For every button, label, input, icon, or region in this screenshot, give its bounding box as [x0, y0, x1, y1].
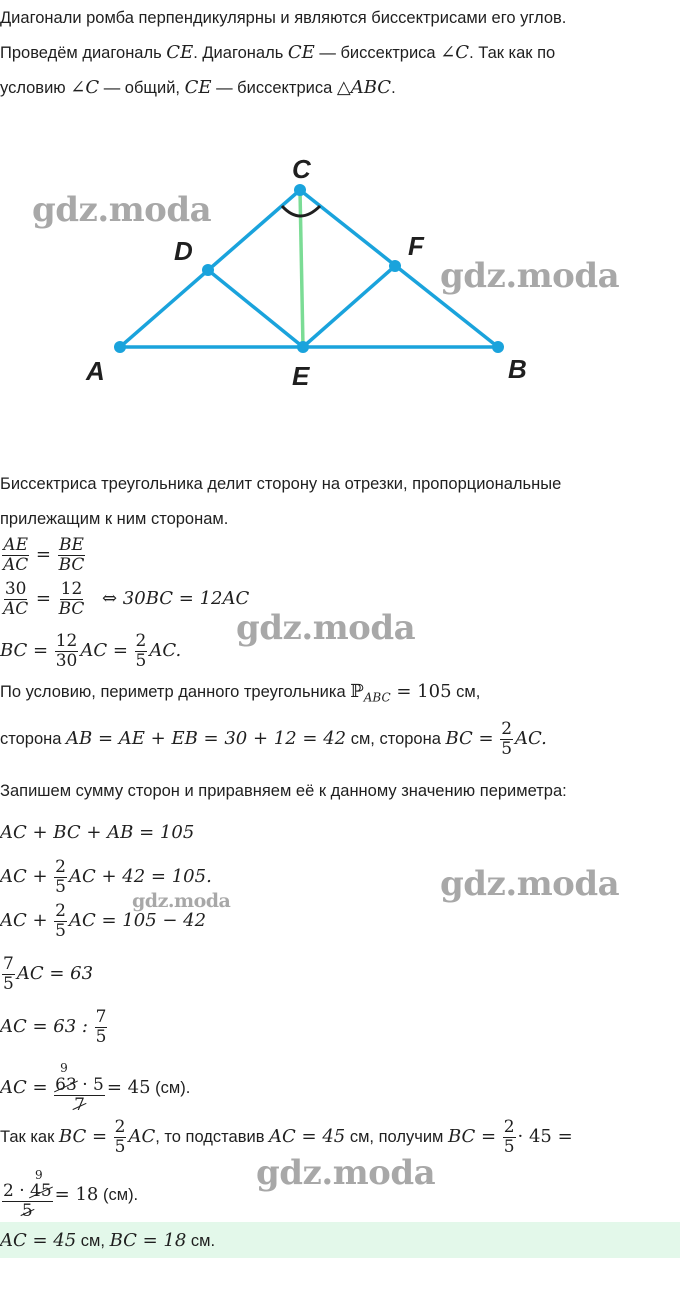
point-f [389, 260, 401, 272]
watermark: gdz.moda [132, 890, 231, 912]
equation-1 [0, 536, 87, 575]
equals-sign: = [35, 587, 51, 609]
text-line [0, 474, 561, 494]
denominator: 5 [3, 974, 14, 994]
text-span: см, [451, 683, 481, 701]
math-expression: AC + [0, 909, 48, 931]
math-ce: CE [287, 42, 315, 63]
numerator: 2 [503, 1117, 515, 1137]
text-span: . Так как по [469, 44, 556, 62]
math-perimeter-symbol: ℙ [350, 681, 364, 702]
text-span: см, получим [345, 1127, 448, 1146]
label-f: F [408, 231, 424, 261]
label-e: E [292, 361, 310, 391]
text-line [0, 1118, 573, 1157]
equation-3 [0, 632, 181, 671]
answer-line [0, 1231, 215, 1251]
intro-line-3 [0, 78, 396, 98]
text-span: — общий, [99, 79, 185, 97]
denominator: 5 [114, 1137, 126, 1157]
watermark: gdz.moda [256, 1153, 436, 1193]
math-expression: = 105 [390, 681, 452, 702]
point-c [294, 184, 306, 196]
math-expression: BC = [58, 1125, 108, 1147]
math-angle-c: ∠C [70, 77, 100, 98]
text-span: см, [76, 1232, 110, 1250]
label-c: C [292, 154, 311, 184]
equation-sum [0, 823, 194, 843]
fraction [2, 536, 29, 575]
unit-text: (см). [150, 1078, 191, 1097]
math-triangle-abc: △ABC [336, 77, 392, 98]
math-expression: AC = 105 − 42 [69, 909, 207, 931]
numerator: 2 [135, 631, 147, 651]
math-subscript: ABC [363, 690, 391, 705]
watermark: gdz.moda [440, 864, 620, 904]
numerator: 2 [114, 1117, 126, 1137]
denominator: 5 [135, 651, 147, 671]
text-span: — биссектриса [211, 79, 337, 97]
fraction [2, 955, 15, 994]
math-expression: ⇔ 30BC = 12AC [102, 587, 250, 609]
text-line [0, 781, 567, 801]
watermark: gdz.moda [236, 608, 416, 648]
reduced-value: 9 [60, 1061, 68, 1075]
denominator: BC [58, 599, 85, 619]
fraction [2, 580, 29, 619]
fraction [54, 1061, 105, 1115]
denominator [21, 1202, 34, 1221]
fraction [135, 632, 148, 671]
denominator: 5 [503, 1137, 515, 1157]
math-expression: AC + [0, 865, 48, 887]
numerator: 7 [95, 1007, 107, 1027]
numerator: AE [3, 535, 28, 555]
fraction [95, 1008, 108, 1047]
text-line [0, 720, 547, 759]
point-e [297, 341, 309, 353]
denominator: 30 [55, 651, 78, 671]
fraction [500, 720, 513, 759]
math-ce: CE [184, 77, 212, 98]
equation-step [0, 955, 93, 994]
equation-step [0, 902, 206, 941]
fraction [55, 632, 79, 671]
numerator [54, 1076, 105, 1096]
text-span: прилежащим к ним сторонам. [0, 510, 229, 528]
math-expression: BC = [445, 727, 494, 749]
fraction [54, 858, 67, 897]
label-b: B [508, 354, 527, 384]
denominator: AC [3, 599, 29, 619]
denominator [73, 1096, 86, 1115]
math-expression: AC = [0, 1076, 48, 1098]
cancelled-number: 5 [21, 1201, 33, 1221]
denominator: 5 [95, 1027, 107, 1047]
math-expression: AC = 63 : [0, 1015, 88, 1037]
math-expression: AC = 45 [269, 1125, 346, 1147]
numerator: 2 [55, 857, 66, 877]
fraction [114, 1118, 127, 1157]
math-expression: = 18 [54, 1183, 99, 1205]
text-span: , то подставив [155, 1127, 270, 1146]
bisector-ce [300, 190, 303, 347]
math-expression: BC = [0, 639, 49, 661]
denominator: 5 [55, 877, 66, 897]
math-expression: BC = 18 [109, 1230, 187, 1251]
text-span: Запишем сумму сторон и приравняем её к данному значению периметра: [0, 782, 567, 800]
math-expression: AB = AE + EB = 30 + 12 = 42 [66, 727, 347, 749]
text-span: условию [0, 79, 71, 97]
numerator [2, 1182, 53, 1202]
watermark: gdz.moda [32, 190, 212, 230]
text-span: см. [186, 1232, 216, 1250]
label-d: D [174, 236, 193, 266]
text-span: сторона [0, 729, 67, 748]
number: · 5 [82, 1075, 104, 1095]
text-span: — биссектриса [314, 44, 441, 62]
denominator: BC [58, 555, 85, 575]
math-expression: AC = 63 [16, 962, 94, 984]
cancelled-number: 63 [55, 1075, 77, 1095]
numerator: BE [59, 535, 84, 555]
numerator: 2 [55, 901, 66, 921]
unit-text: (см). [98, 1185, 139, 1204]
equation-step [0, 1062, 190, 1115]
math-expression: AC + 42 = 105. [69, 865, 212, 887]
equation-step [0, 1008, 109, 1047]
math-expression: AC = 45 [0, 1230, 77, 1251]
text-line [0, 682, 480, 707]
numerator: 12 [60, 579, 83, 599]
math-angle-c: ∠C [440, 42, 470, 63]
math-expression: · 45 = [517, 1125, 573, 1147]
denominator: AC [3, 555, 29, 575]
math-ce: CE [166, 42, 194, 63]
math-expression: AC [128, 1125, 156, 1147]
text-span: . [391, 79, 396, 97]
text-span: см, сторона [346, 729, 446, 748]
text-span: Биссектриса треугольника делит сторону на отрезки, пропорциональные [0, 475, 562, 493]
point-a [114, 341, 126, 353]
intro-line-2 [0, 43, 555, 63]
fraction [54, 902, 67, 941]
number: 2 · [3, 1181, 25, 1201]
math-expression: AC. [515, 727, 547, 749]
math-expression: AC. [149, 639, 182, 661]
equation-step [0, 858, 212, 897]
segment-ef [303, 266, 395, 347]
cancelled-number: 45 [30, 1181, 52, 1201]
equals-sign: = [35, 543, 51, 565]
denominator: 5 [501, 739, 513, 759]
fraction [58, 580, 86, 619]
intro-text: Диагонали ромба перпендикулярны и являются биссектрисами его углов. [0, 9, 567, 27]
math-expression: BC = [447, 1125, 497, 1147]
equation-step [0, 1170, 138, 1221]
numerator: 7 [3, 954, 14, 974]
fraction [503, 1118, 516, 1157]
math-expression: = 45 [106, 1076, 151, 1098]
text-span: По условию, периметр данного треугольника [0, 683, 351, 701]
intro-line-1 [0, 8, 566, 28]
equation-2 [0, 580, 249, 619]
fraction [58, 536, 86, 575]
denominator: 5 [55, 921, 66, 941]
numerator: 30 [4, 579, 27, 599]
text-span: Так как [0, 1127, 59, 1146]
text-span: Проведём диагональ [0, 44, 167, 62]
text-line [0, 509, 228, 529]
numerator: 2 [501, 719, 513, 739]
numerator: 12 [55, 631, 78, 651]
watermark: gdz.moda [440, 256, 620, 296]
segment-de [208, 270, 303, 347]
label-a: A [86, 356, 105, 386]
math-expression: AC + BC + AB = 105 [0, 822, 195, 843]
math-expression: AC = [80, 639, 128, 661]
point-d [202, 264, 214, 276]
point-b [492, 341, 504, 353]
cancelled-number: 7 [74, 1095, 85, 1115]
text-span: . Диагональ [193, 44, 288, 62]
reduced-value: 9 [35, 1168, 43, 1182]
fraction [2, 1168, 53, 1221]
